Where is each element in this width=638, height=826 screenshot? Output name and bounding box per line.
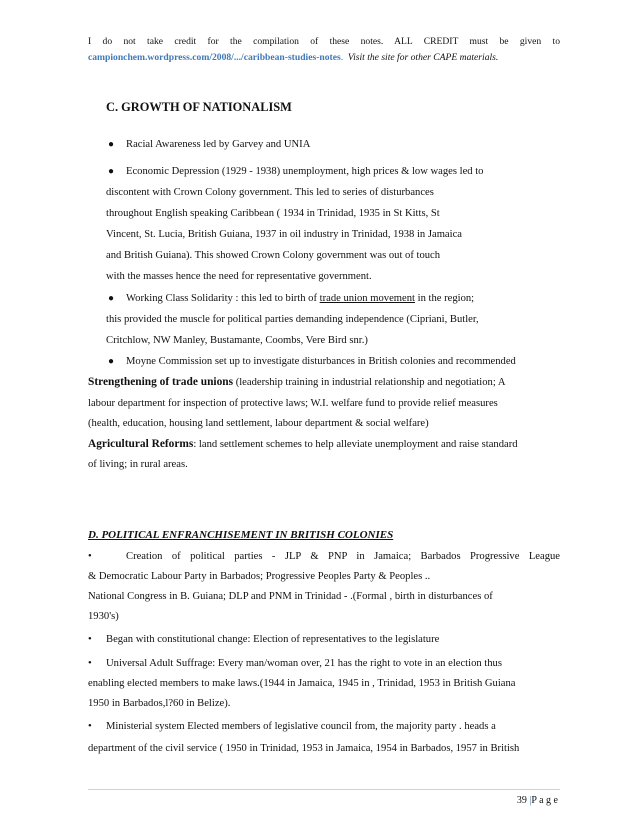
section-d-heading bbox=[88, 528, 393, 543]
trade-unions-bold: Strengthening of trade unions bbox=[88, 376, 234, 388]
c-bullet-4: Moyne Commission set up to investigate disturbances in British colonies and recommended bbox=[126, 356, 516, 367]
c-bullet-3-line: Critchlow, NW Manley, Bustamante, Coombs, Vere Bird snr.) bbox=[106, 335, 368, 346]
bullet-icon: ● bbox=[108, 356, 115, 367]
d-item-3-line: enabling elected members to make laws.(1944 in Jamaica, 1945 in , Trinidad, 1953 in British Guiana bbox=[88, 678, 516, 689]
d-item-1-line: National Congress in B. Guiana; DLP and PNM in Trinidad - .(Formal , birth in disturbances of bbox=[88, 591, 493, 602]
d-item-1: Creation of political parties - JLP & PNP in Jamaica; Barbados Progressive League bbox=[126, 551, 560, 562]
d-item-1-line: & Democratic Labour Party in Barbados; Progressive Peoples Party & Peoples .. bbox=[88, 571, 431, 582]
c-bullet-3-line: this provided the muscle for political parties demanding independence (Cipriani, Butler, bbox=[106, 314, 479, 325]
bullet-icon: • bbox=[88, 551, 92, 562]
agricultural-reforms-line: of living; in rural areas. bbox=[88, 459, 188, 470]
c-bullet-2-line: discontent with Crown Colony government. This led to series of disturbances bbox=[106, 187, 434, 198]
trade-unions-text: (leadership training in industrial relationship and negotiation; A bbox=[233, 377, 506, 388]
page-number-separator: | bbox=[529, 795, 532, 806]
d-item-4-line: department of the civil service ( 1950 in Trinidad, 1953 in Jamaica, 1954 in Barbados, 1957 in British bbox=[88, 743, 520, 754]
trade-union-link[interactable]: trade union movement bbox=[319, 293, 415, 304]
d-item-1-line: 1930's) bbox=[88, 611, 119, 622]
credit-source-line bbox=[88, 50, 560, 66]
page-label: P a g e bbox=[531, 795, 558, 806]
bullet-icon: ● bbox=[108, 293, 115, 304]
footer-divider bbox=[88, 789, 560, 790]
c-bullet-3-text: Working Class Solidarity : this led to birth of bbox=[126, 293, 320, 304]
credit-notice: I do not take credit for the compilation of these notes. ALL CREDIT must be given to bbox=[88, 36, 560, 47]
c-bullet-1: Racial Awareness led by Garvey and UNIA bbox=[126, 139, 311, 150]
c-bullet-2-line: and British Guiana). This showed Crown Colony government was out of touch bbox=[106, 250, 441, 261]
source-link[interactable]: campionchem.wordpress.com/2008/.../caribbean-studies-notes bbox=[88, 52, 341, 63]
section-d-heading-text: D. POLITICAL ENFRANCHISEMENT IN BRITISH COLONIES bbox=[88, 529, 394, 541]
section-c-heading: C. GROWTH OF NATIONALISM bbox=[106, 100, 292, 114]
trade-unions-line bbox=[88, 375, 505, 390]
agricultural-reforms-text: : land settlement schemes to help alleviate unemployment and raise standard bbox=[193, 439, 518, 450]
c-bullet-2: Economic Depression (1929 - 1938) unemployment, high prices & low wages led to bbox=[126, 166, 484, 177]
source-separator: . bbox=[340, 52, 344, 63]
bullet-icon: • bbox=[88, 721, 92, 732]
d-item-2: Began with constitutional change: Election of representatives to the legislature bbox=[106, 634, 440, 645]
c-bullet-2-line: throughout English speaking Caribbean ( 1934 in Trinidad, 1935 in St Kitts, St bbox=[106, 208, 440, 219]
agricultural-reforms-bold: Agricultural Reforms bbox=[88, 438, 194, 450]
page-number-value: 39 bbox=[516, 795, 527, 806]
trade-unions-line: labour department for inspection of protective laws; W.I. welfare fund to provide relief measures bbox=[88, 398, 498, 409]
bullet-icon: ● bbox=[108, 166, 115, 177]
c-bullet-2-line: Vincent, St. Lucia, British Guiana, 1937 in oil industry in Trinidad, 1938 in Jamaica bbox=[106, 229, 462, 240]
page-number bbox=[517, 795, 558, 806]
c-bullet-3-suffix: in the region; bbox=[414, 293, 475, 304]
bullet-icon: • bbox=[88, 634, 92, 645]
bullet-icon: • bbox=[88, 658, 92, 669]
bullet-icon: ● bbox=[108, 139, 115, 150]
agricultural-reforms-line bbox=[88, 437, 518, 452]
c-bullet-2-line: with the masses hence the need for representative government. bbox=[106, 271, 372, 282]
d-item-3-line: 1950 in Barbados,l?60 in Belize). bbox=[88, 698, 231, 709]
c-bullet-3 bbox=[126, 292, 474, 306]
d-item-3: Universal Adult Suffrage: Every man/woman over, 21 has the right to vote in an election thus bbox=[106, 658, 502, 669]
source-note: Visit the site for other CAPE materials. bbox=[347, 52, 499, 63]
trade-unions-line: (health, education, housing land settlement, labour department & social welfare) bbox=[88, 418, 429, 429]
d-item-4: Ministerial system Elected members of legislative council from, the majority party . heads a bbox=[106, 721, 496, 732]
